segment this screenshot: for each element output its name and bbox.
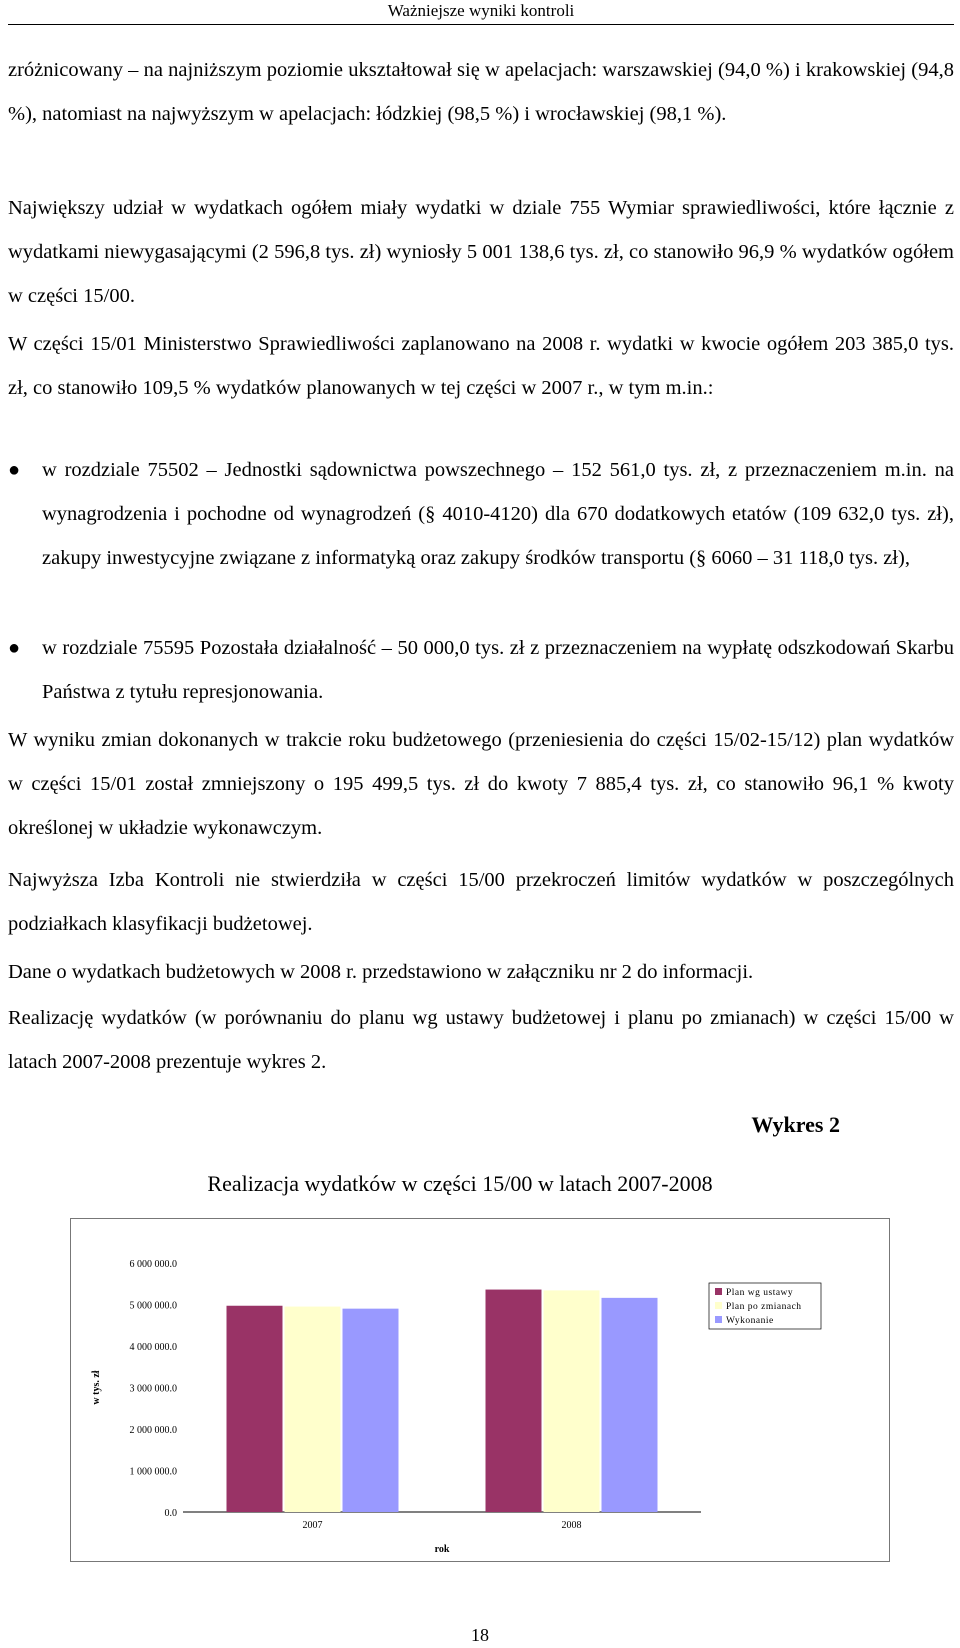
bar-2008-1 (544, 1290, 600, 1512)
bullet-text-1: w rozdziale 75502 – Jednostki sądownictwa powszechnego – 152 561,0 tys. zł, z przeznaczeniem m.in. na wynagrodzenia i pochodne od wynagrodzeń (§ 4010-4120) dla 670 dodatkowych etatów (109 632,0 tys. zł), zakupy inwestycyjne związane z informatyką oraz zakupy środków transportu (§ 6060 – 31 118,0 tys. zł), (42, 459, 954, 569)
legend-swatch (715, 1288, 722, 1295)
legend-swatch (715, 1302, 722, 1309)
bar-2007-2 (343, 1309, 399, 1512)
bar-2007-1 (285, 1307, 341, 1512)
y-tick-label: 3 000 000.0 (129, 1383, 177, 1395)
x-tick-label: 2008 (561, 1520, 582, 1531)
legend-swatch (715, 1316, 722, 1323)
bar-2007-0 (227, 1306, 283, 1512)
running-header-title: Ważniejsze wyniki kontroli (387, 1, 575, 20)
y-tick-label: 2 000 000.0 (129, 1425, 177, 1436)
bar-2008-2 (602, 1298, 658, 1512)
chart-title: Realizacja wydatków w części 15/00 w latach 2007-2008 (207, 1171, 713, 1196)
x-axis-label: rok (434, 1544, 450, 1555)
x-tick-label: 2007 (302, 1520, 323, 1531)
paragraph-4: W wyniku zmian dokonanych w trakcie roku budżetowego (przeniesienia do części 15/02-15/12) plan wydatków w części 15/01 został zmniejszony o 195 499,5 tys. zł do kwoty 7 885,4 tys. zł, co stanowiło 96,1 % kwoty określonej w układzie wykonawczym. (8, 729, 954, 839)
page-number: 18 (471, 1625, 489, 1645)
y-tick-label: 0.0 (164, 1508, 177, 1519)
paragraph-6: Dane o wydatkach budżetowych w 2008 r. przedstawiono w załączniku nr 2 do informacji. (8, 961, 754, 983)
y-tick-label: 5 000 000.0 (129, 1300, 177, 1312)
y-tick-label: 6 000 000.0 (129, 1259, 177, 1270)
paragraph-2: Największy udział w wydatkach ogółem miały wydatki w dziale 755 Wymiar sprawiedliwości, które łącznie z wydatkami niewygasającymi (2 596,8 tys. zł) wyniosły 5 001 138,6 tys. zł, co stanowiło 96,9 % wydatków ogółem w części 15/00. (8, 197, 954, 307)
y-tick-label: 4 000 000.0 (129, 1342, 177, 1353)
figure-label: Wykres 2 (751, 1112, 840, 1137)
y-axis-label: w tys. zł (91, 1370, 102, 1405)
running-header (8, 0, 954, 25)
bar-2008-0 (486, 1290, 542, 1512)
paragraph-1: zróżnicowany – na najniższym poziomie ukształtował się w apelacjach: warszawskiej (94,0 %) i krakowskiej (94,8 %), natomiast na najwyższym w apelacjach: łódzkiej (98,5 %) i wrocławskiej (98,1 %). (8, 59, 954, 125)
bullet-dot: ● (8, 637, 21, 659)
legend-entry: Plan wg ustawy (726, 1288, 794, 1298)
bar-chart (71, 1219, 889, 1561)
paragraph-3: W części 15/01 Ministerstwo Sprawiedliwości zaplanowano na 2008 r. wydatki w kwocie ogółem 203 385,0 tys. zł, co stanowiło 109,5 % wydatków planowanych w tej części w 2007 r., w tym m.in.: (8, 333, 954, 399)
y-tick-label: 1 000 000.0 (129, 1466, 177, 1478)
bullet-dot: ● (8, 459, 21, 481)
legend-entry: Wykonanie (726, 1316, 774, 1326)
bullet-text-2: w rozdziale 75595 Pozostała działalność – 50 000,0 tys. zł z przeznaczeniem na wypłatę odszkodowań Skarbu Państwa z tytułu represjonowania. (42, 637, 954, 703)
chart-frame (70, 1218, 890, 1562)
paragraph-5: Najwyższa Izba Kontroli nie stwierdziła w części 15/00 przekroczeń limitów wydatków w poszczególnych podziałkach klasyfikacji budżetowej. (8, 869, 954, 935)
legend-entry: Plan po zmianach (726, 1302, 802, 1312)
paragraph-7: Realizację wydatków (w porównaniu do planu wg ustawy budżetowej i planu po zmianach) w części 15/00 w latach 2007-2008 prezentuje wykres 2. (8, 1007, 954, 1073)
